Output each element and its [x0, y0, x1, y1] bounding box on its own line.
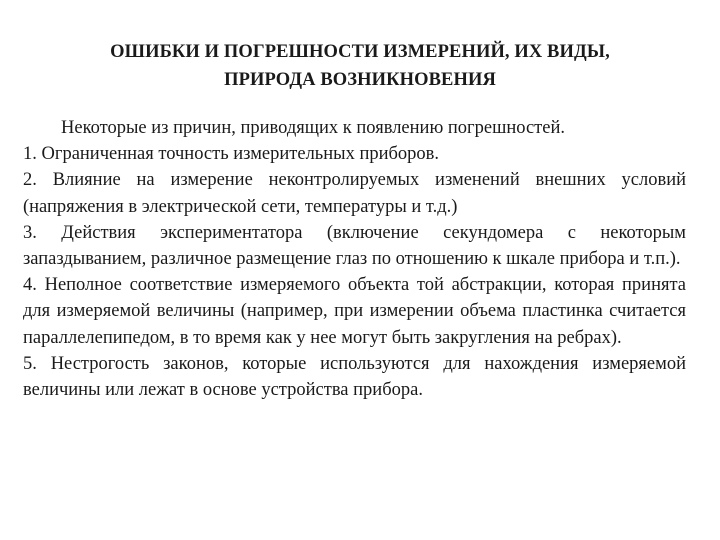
list-item-number: 5.: [23, 353, 37, 374]
list-item-2: [23, 167, 686, 219]
list-item-text: Влияние на измерение неконтролируемых изменений внешних условий (напряжения в электрической сети, температуры и т.д.): [23, 170, 686, 217]
list-item-5: [23, 351, 686, 403]
title-line-2: ПРИРОДА ВОЗНИКНОВЕНИЯ: [224, 70, 496, 90]
list-item-4: [23, 272, 686, 351]
title-line-1: ОШИБКИ И ПОГРЕШНОСТИ ИЗМЕРЕНИЙ, ИХ ВИДЫ,: [110, 42, 610, 62]
list-item-text: Ограниченная точность измерительных приборов.: [41, 144, 440, 165]
list-item-number: 4.: [23, 275, 37, 296]
list-item-3: [23, 220, 686, 272]
list-item-text: Действия экспериментатора (включение секундомера с некоторым запаздыванием, различное размещение глаз по отношению к шкале прибора и т.п.).: [23, 222, 686, 270]
list-item-number: 1.: [23, 144, 37, 165]
list-item-number: 3.: [23, 222, 37, 243]
list-item-number: 2.: [23, 170, 37, 191]
list-item-text: Нестрогость законов, которые используются для нахождения измеряемой величины или лежат в основе устройства прибора.: [23, 353, 686, 401]
slide-body: [23, 115, 686, 403]
list-item-text: Неполное соответствие измеряемого объекта той абстракции, которая принята для измеряемой величины (например, при измерении объема пластинка считается параллелепипедом, в то время как у нее могут быть закругления на ребрах).: [23, 275, 686, 348]
page-title: [20, 38, 700, 94]
list-item-1: [23, 141, 686, 167]
intro-paragraph: Некоторые из причин, приводящих к появлению погрешностей.: [61, 118, 565, 138]
